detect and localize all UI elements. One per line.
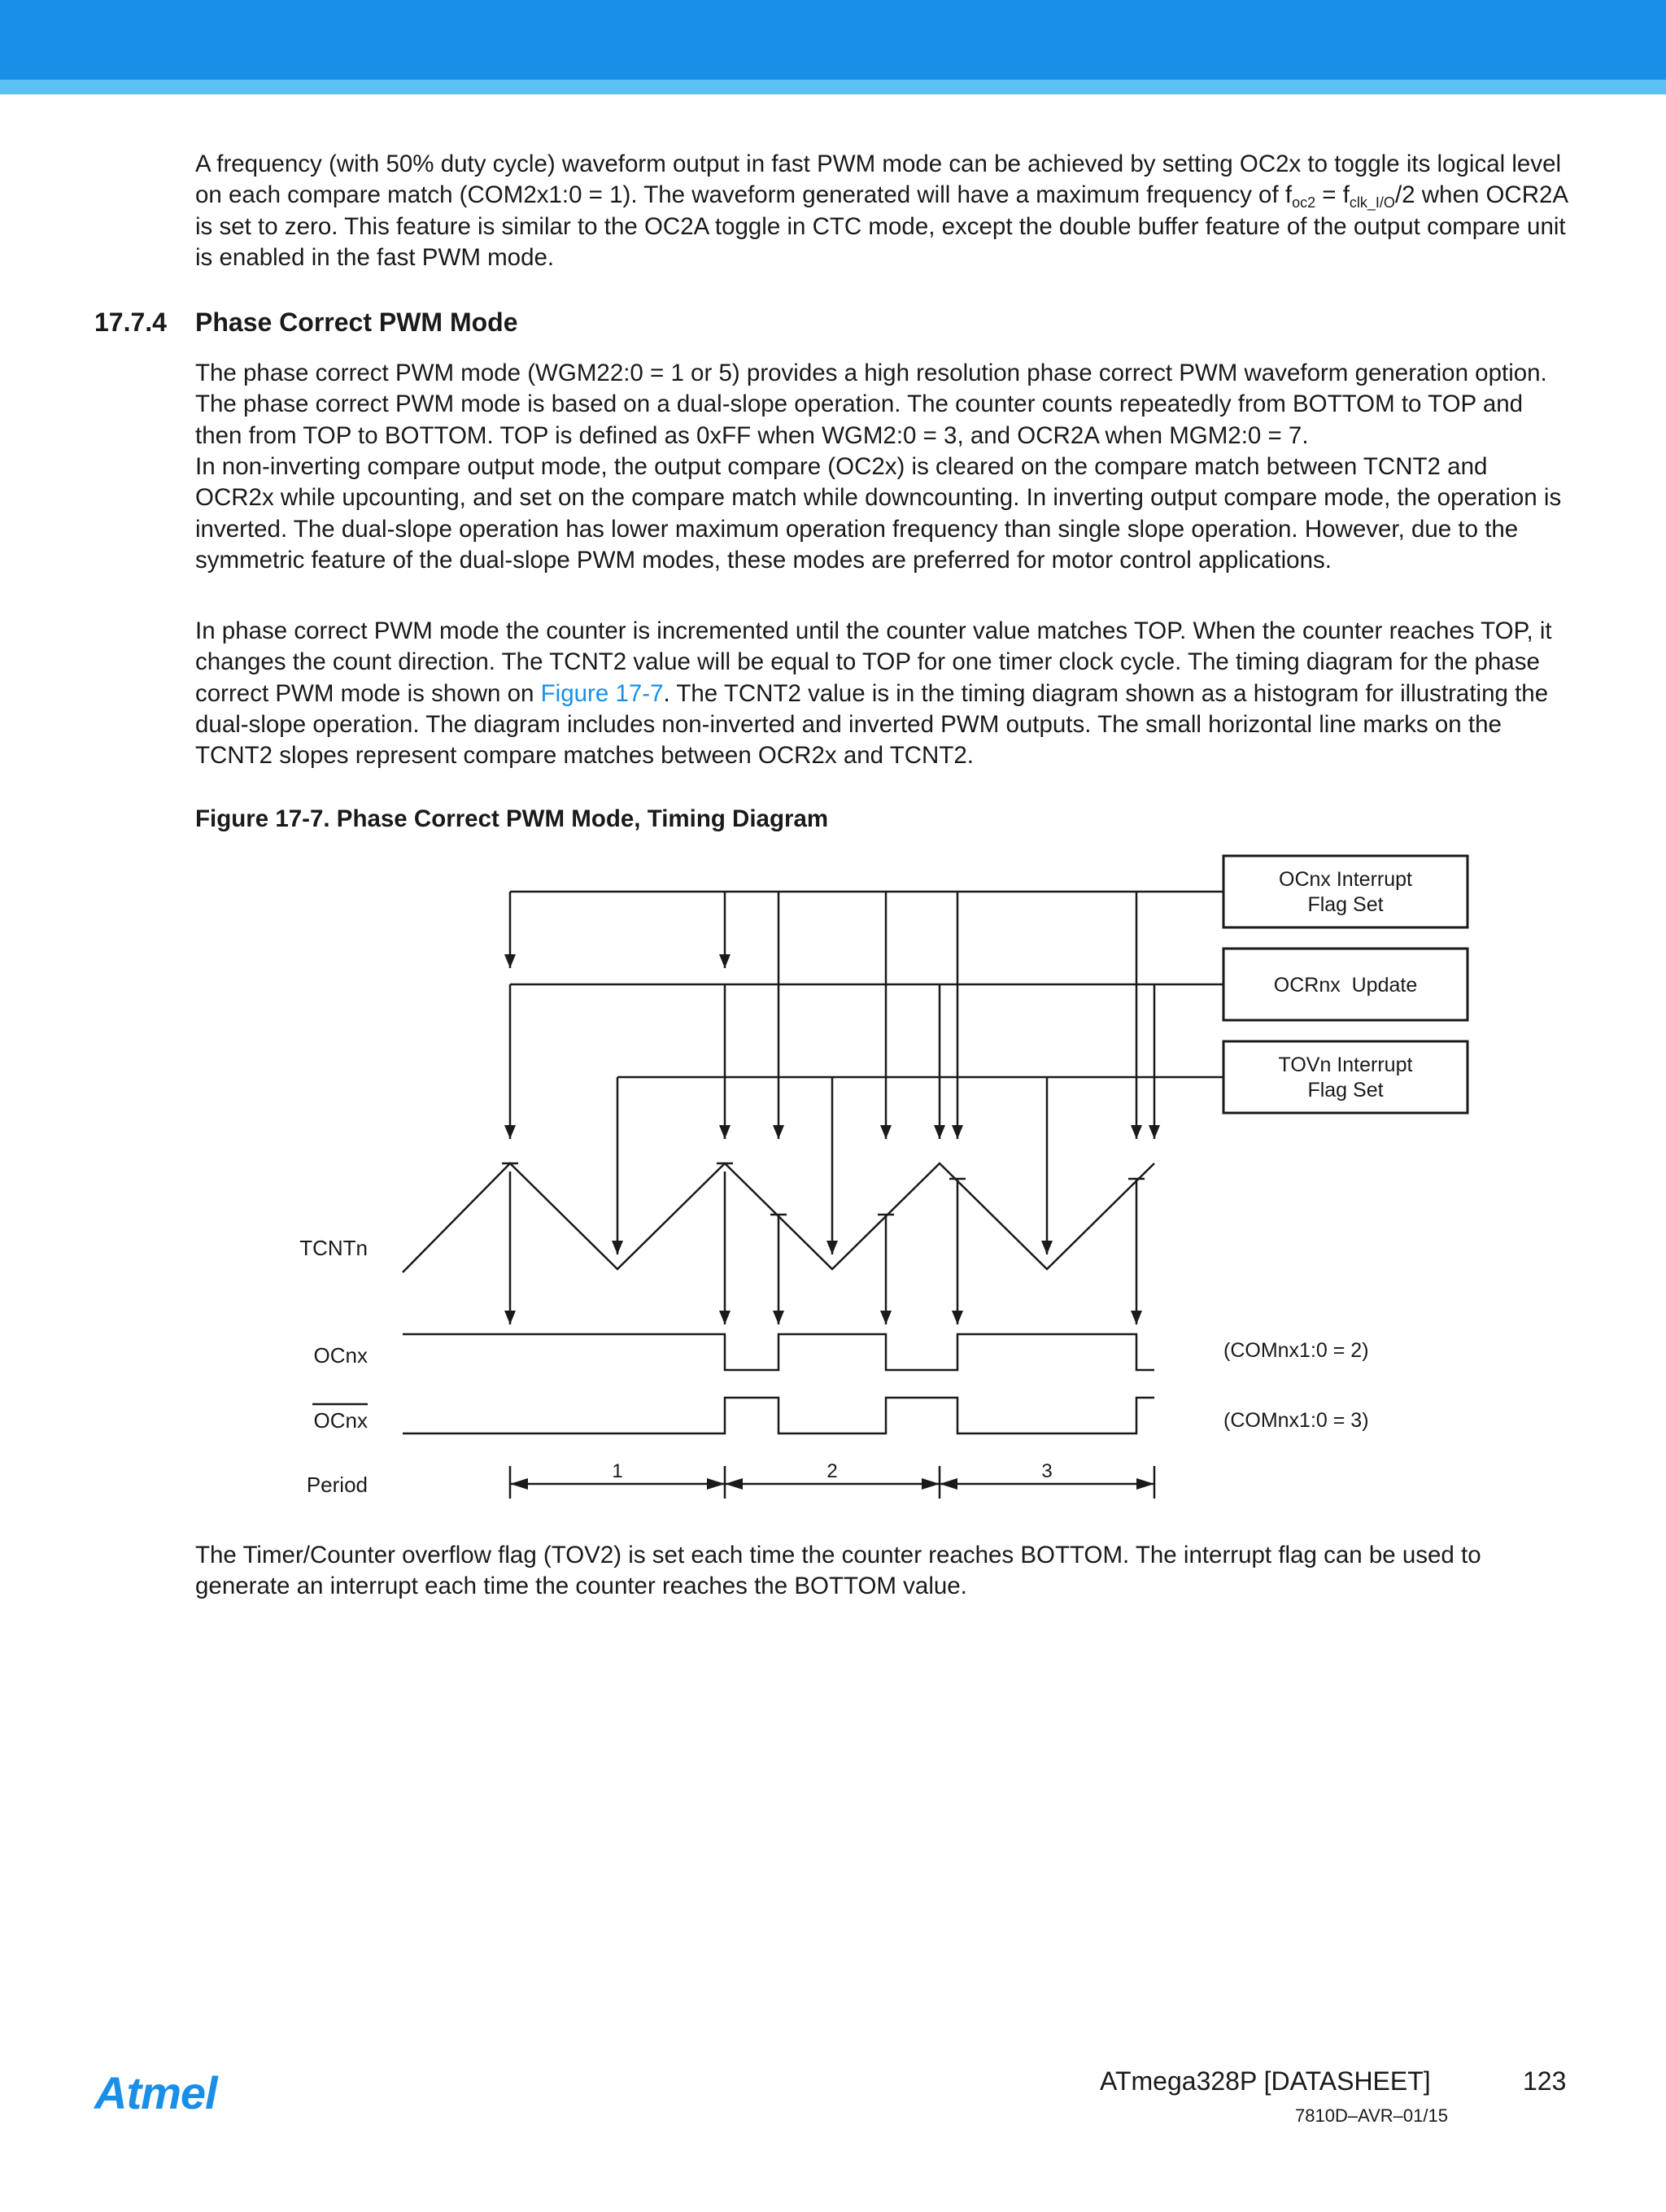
footer-title: ATmega328P [DATASHEET]: [1100, 2066, 1431, 2096]
ocrnx-update-label: OCRnx Update: [1273, 974, 1418, 997]
atmel-logo: Atmel: [94, 2067, 217, 2118]
section-number: 17.7.4: [94, 308, 167, 337]
intro-text-3: /2 when OCR2A is set to zero. This feature is similar to the OC2A toggle in CTC mode, except the double buffer feature of the output compare unit is enabled in the fast PWM mode.: [195, 181, 1568, 271]
ocnx-flag-box: [1223, 856, 1468, 927]
doc-code: 7810D–AVR–01/15: [1295, 2105, 1448, 2126]
tovn-flag-label-1: TOVn Interrupt: [1278, 1054, 1413, 1076]
non-inverted-mode-label: (COMnx1:0 = 2): [1223, 1339, 1369, 1362]
tovn-flag-box: [1223, 1041, 1468, 1113]
paragraph-3-text-2: . The TCNT2 value is in the timing diagram shown as a histogram for illustrating the dual-slope operation. The diagram includes non-inverted and inverted PWM outputs. The small horizontal line marks on the TCNT2 slopes represent compare matches between OCR2x and TCNT2.: [195, 679, 1549, 770]
intro-text-2: = f: [1315, 181, 1350, 209]
ocnx-inverted-label: OCnx: [313, 1408, 368, 1433]
intro-text-1: A frequency (with 50% duty cycle) waveform output in fast PWM mode can be achieved by setting OC2x to toggle its logical level on each compare match (COM2x1:0 = 1). The waveform generated will have a maximum frequency of f: [195, 151, 1562, 209]
period-3-label: 3: [1041, 1460, 1053, 1482]
figure-caption: Figure 17-7. Phase Correct PWM Mode, Timing Diagram: [195, 805, 829, 832]
section-title: Phase Correct PWM Mode: [195, 308, 518, 337]
ocnx-label: OCnx: [313, 1343, 368, 1368]
period-1-label: 1: [612, 1460, 623, 1482]
ocnx-flag-label-2: Flag Set: [1307, 893, 1384, 916]
paragraph-3-text-1: In phase correct PWM mode the counter is incremented until the counter value matches TOP. When the counter reaches TOP, it changes the count direction. The TCNT2 value will be equal to TOP for one timer clock cycle. The timing diagram for the phase correct PWM mode is shown on: [195, 617, 1552, 707]
ocnx-waveform: [403, 1334, 1154, 1370]
paragraph-4: The Timer/Counter overflow flag (TOV2) is set each time the counter reaches BOTTOM. The interrupt flag can be used to generate an interrupt each time the counter reaches the BOTTOM value.: [195, 1542, 1481, 1600]
figure-link[interactable]: Figure 17-7: [540, 679, 664, 707]
tovn-flag-label-2: Flag Set: [1307, 1079, 1384, 1102]
ocnx-inverted-waveform: [403, 1398, 1154, 1433]
period-2-label: 2: [826, 1460, 838, 1482]
paragraph-2: In non-inverting compare output mode, the output compare (OC2x) is cleared on the compare match between TCNT2 and OCR2x while upcounting, and set on the compare match while downcounting. In inverting output compare mode, the operation is inverted. The dual-slope operation has lower maximum operation frequency than single slope operation. However, due to the symmetric feature of the dual-slope PWM modes, these modes are preferred for motor control applications.: [195, 453, 1562, 574]
page-number: 123: [1523, 2066, 1567, 2096]
intro-subscript-1: oc2: [1292, 194, 1316, 212]
period-label: Period: [306, 1472, 368, 1497]
intro-subscript-2: clk_I/O: [1349, 194, 1395, 212]
ocnx-flag-label-1: OCnx Interrupt: [1279, 868, 1412, 891]
tcntn-label: TCNTn: [299, 1236, 368, 1260]
paragraph-1: The phase correct PWM mode (WGM22:0 = 1 or 5) provides a high resolution phase correct PWM waveform generation option. The phase correct PWM mode is based on a dual-slope operation. The counter counts repeatedly from BOTTOM to TOP and then from TOP to BOTTOM. TOP is defined as 0xFF when WGM2:0 = 3, and OCR2A when MGM2:0 = 7.: [195, 360, 1547, 449]
inverted-mode-label: (COMnx1:0 = 3): [1223, 1409, 1369, 1432]
